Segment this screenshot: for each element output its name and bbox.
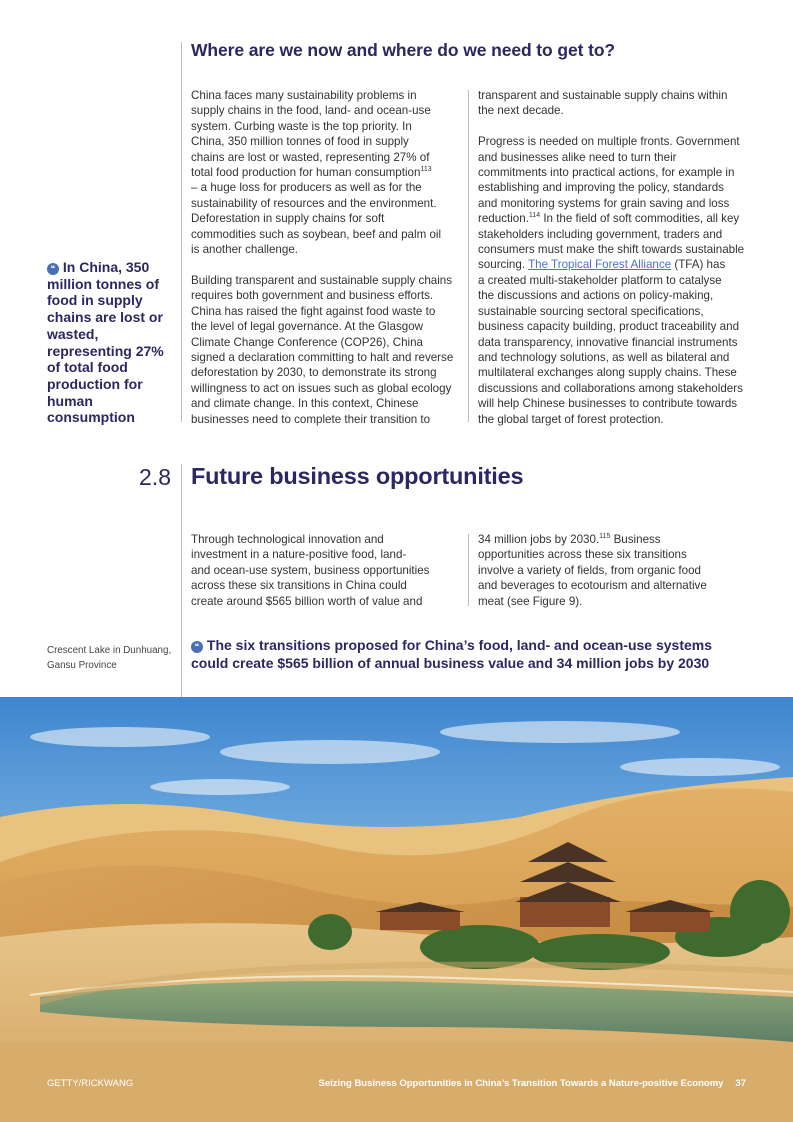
pull-quote-text: The six transitions proposed for China’s food, land- and ocean-use systems could create $565 billion of annual business value and 34 million jobs by 2030 (191, 637, 713, 671)
sidebar-quote-text: In China, 350 million tonnes of food in supply chains are lost or wasted, representing 27% of total food production for human consumption (47, 259, 164, 426)
body-text: Progress is needed on multiple fronts. Government and businesses alike need to turn their commitments into practical actions, for example in establishing and improving the policy, standards and monitoring systems for grain saving and loss reduction. (478, 135, 740, 226)
pull-quote (191, 637, 751, 672)
photo-caption: Crescent Lake in Dunhuang, Gansu Province (47, 645, 172, 671)
body-text: – a huge loss for producers as well as for the sustainability of resources and the environment. Deforestation in supply chains for soft commodities such as soybean, beef and palm oil is another challenge. (191, 181, 442, 257)
body-column-4 (478, 532, 753, 609)
margin-rule-bottom (181, 464, 182, 697)
page-number: 37 (735, 1078, 746, 1089)
body-text: In the field of soft commodities, all key stakeholders including government, traders and consumers must make the shift towards sustainable sourcing. (478, 212, 745, 272)
running-title: Seizing Business Opportunities in China’s Transition Towards a Nature-positive Economy (318, 1078, 724, 1089)
body-text: Building transparent and sustainable supply chains requires both government and business efforts. China has raised the fight against food waste to the level of legal governance. At the Glasgow Climate Change Conference (COP26), China signed a declaration committing to halt and reverse deforestation by 2030, to demonstrate its strong willingness to act on issues such as global ecology and climate change. In this context, Chinese businesses need to complete their transition to (191, 273, 454, 426)
body-text: China faces many sustainability problems in supply chains in the food, land- and ocean-use system. Curbing waste is the top priority. In China, 350 million tonnes of food in supply chains are lost or wasted, representing 27% of total food production for human consumption (191, 89, 431, 180)
quote-icon: ❝ (191, 641, 203, 653)
section-heading: Where are we now and where do we need to get to? (191, 40, 616, 60)
footnote-ref: 113 (420, 166, 432, 174)
running-footer (319, 1078, 746, 1089)
body-text: Business opportunities across these six transitions involve a variety of fields, from organic food and beverages to ecotourism and alternative meat (see Figure 9). (478, 533, 707, 608)
column-rule (468, 534, 469, 606)
margin-rule-top (181, 42, 182, 422)
body-text: (TFA) has a created multi-stakeholder platform to catalyse the discussions and actions on policy-making, sustainable sourcing sectoral specifications, business capacity building, product traceability and data transparency, innovative financial instruments and technology solutions, as well as bilateral and multilateral exchanges along supply chains. These discussions and collaborations among stakeholders will help Chinese businesses to contribute towards the global target of forest protection. (478, 258, 743, 426)
body-column-3: Through technological innovation and investment in a nature-positive food, land- and ocean-use system, business opportunities across these six transitions in China could create around $565 billion worth of value and (191, 533, 430, 608)
column-rule (468, 90, 469, 422)
body-column-2 (478, 88, 753, 427)
photo-credit: GETTY/RICKWANG (47, 1078, 134, 1089)
body-text: 34 million jobs by 2030. (478, 533, 600, 546)
section-number: 2.8 (139, 464, 171, 490)
footnote-ref: 114 (528, 212, 541, 220)
body-column-1 (191, 88, 463, 427)
crescent-lake-photo (0, 697, 793, 1122)
section-title: Future business opportunities (191, 463, 524, 489)
sidebar-pull-quote (47, 259, 165, 426)
footnote-ref: 115 (599, 533, 611, 541)
quote-icon: ❝ (47, 263, 59, 275)
tfa-link[interactable]: The Tropical Forest Alliance (528, 258, 672, 272)
body-text: transparent and sustainable supply chains within the next decade. (478, 89, 728, 118)
